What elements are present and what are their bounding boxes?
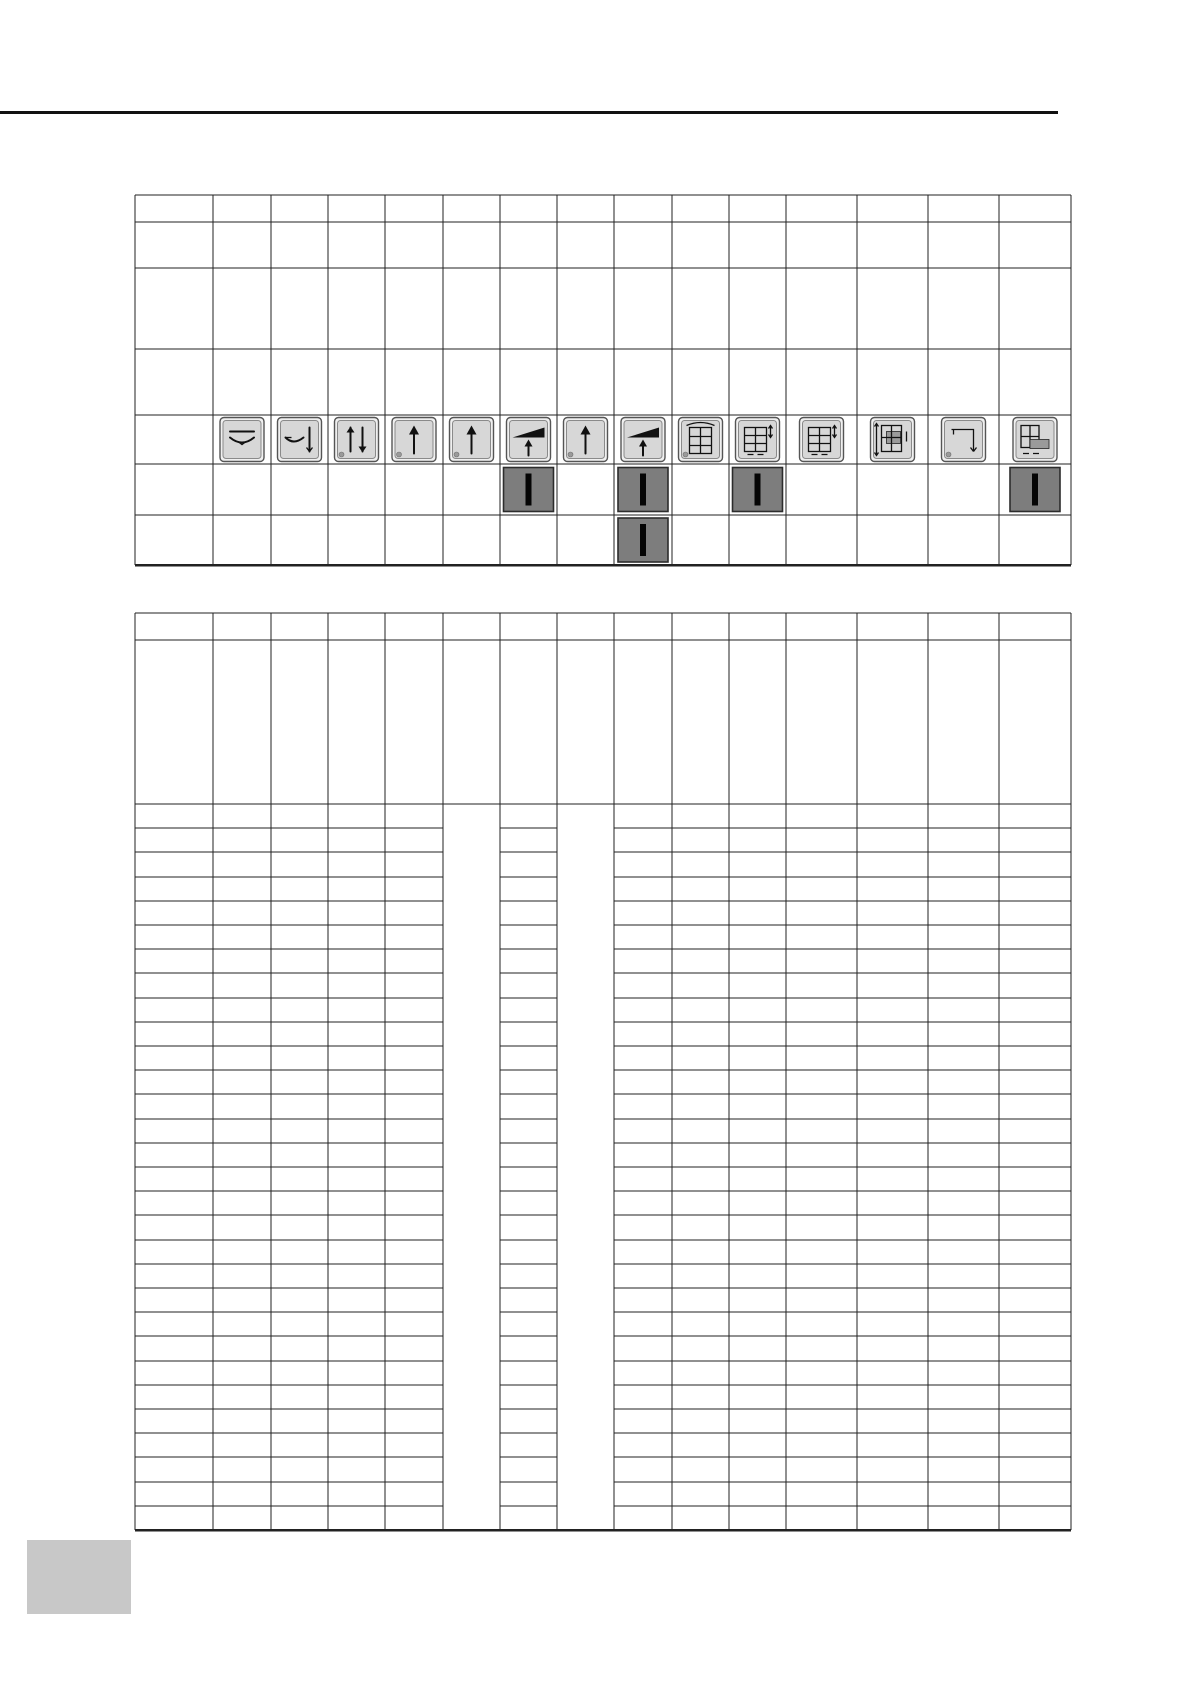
frame-grid-icon (679, 418, 723, 462)
bottom-table (135, 613, 1071, 1530)
stroke-up-down-icon (335, 418, 379, 462)
indicator-bar-icon (618, 468, 668, 512)
grid-adjust-icon (736, 418, 780, 462)
stroke-up-alt-icon (450, 418, 494, 462)
stroke-up-icon (392, 418, 436, 462)
top-table (135, 195, 1071, 565)
grid-hatch-icon (1013, 418, 1057, 462)
grid-height-icon (871, 418, 915, 462)
step-bend-corner-icon (278, 418, 322, 462)
grid-adjust-alt-icon (800, 418, 844, 462)
step-bend-down-icon (220, 418, 264, 462)
ramp-up-icon (507, 418, 551, 462)
indicator-bar-icon (504, 468, 554, 512)
indicator-bar-icon (733, 468, 783, 512)
ramp-up-alt-icon (621, 418, 665, 462)
indicator-bar-icon (618, 518, 668, 562)
corner-bend-icon (942, 418, 986, 462)
page-tab (27, 1540, 131, 1614)
indicator-bar-icon (1010, 468, 1060, 512)
stroke-up-arrow-icon (564, 418, 608, 462)
